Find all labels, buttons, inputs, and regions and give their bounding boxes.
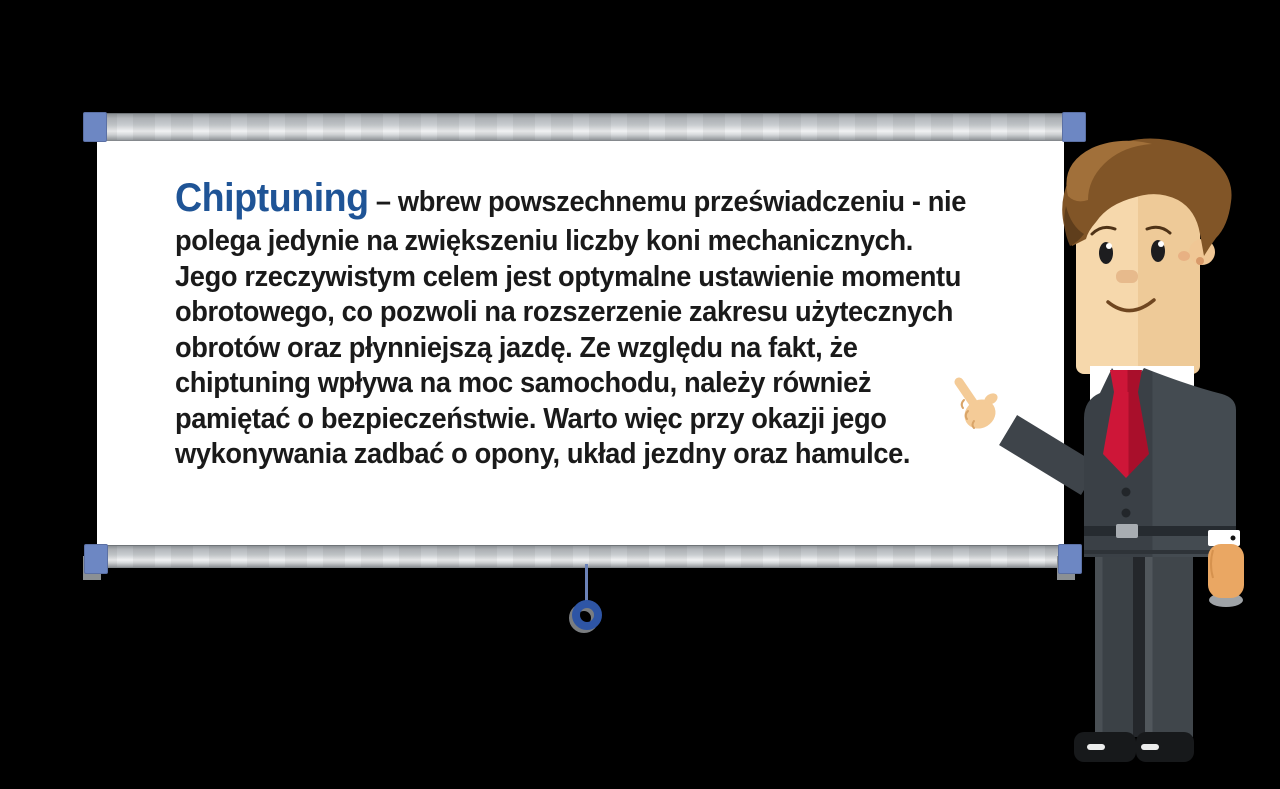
slide-line: Jego rzeczywistym celem jest optymalne ustawienie momentu bbox=[175, 260, 962, 293]
trouser-gap bbox=[1133, 557, 1145, 737]
slide-line: polega jedynie na zwiększeniu liczby koni mechanicznych. bbox=[175, 225, 913, 257]
slide-line: pamiętać o bezpieczeństwie. Warto więc przy okazji jego bbox=[175, 402, 887, 435]
left-leg bbox=[1095, 557, 1133, 737]
right-hand bbox=[1208, 530, 1244, 607]
jacket-button bbox=[1122, 488, 1131, 497]
slide-line: obrotów oraz płynniejszą jazdę. Ze względu na fakt, że bbox=[175, 331, 858, 364]
right-leg bbox=[1145, 557, 1193, 737]
jacket-button bbox=[1122, 509, 1131, 518]
slide-line: chiptuning wpływa na moc samochodu, należy również bbox=[175, 367, 872, 399]
slide-line: wykonywania zadbać o opony, układ jezdny oraz hamulce. bbox=[175, 438, 911, 470]
slide-text-block bbox=[175, 176, 1002, 473]
slide-line-text: – wbrew powszechnemu przeświadczeniu - nie bbox=[375, 186, 967, 218]
slide-line: obrotowego, co pozwoli na rozszerzenie zakresu użytecznych bbox=[175, 296, 953, 328]
belt-buckle bbox=[1116, 524, 1138, 538]
nose bbox=[1116, 270, 1138, 283]
mount-handle-bottom-right bbox=[1058, 544, 1082, 574]
screen-top-bar bbox=[95, 113, 1078, 141]
mount-handle-bottom-left bbox=[84, 544, 108, 574]
cufflink bbox=[1231, 536, 1236, 541]
slide-title: Chiptuning bbox=[175, 176, 369, 220]
pointing-hand-icon bbox=[959, 382, 1001, 434]
mount-handle-top-right bbox=[1062, 112, 1086, 142]
businessman-presenter-illustration bbox=[950, 134, 1250, 779]
slide-line bbox=[175, 176, 1002, 224]
pull-ring-icon bbox=[560, 560, 620, 638]
shoes bbox=[1074, 732, 1194, 762]
mount-handle-top-left bbox=[83, 112, 107, 142]
